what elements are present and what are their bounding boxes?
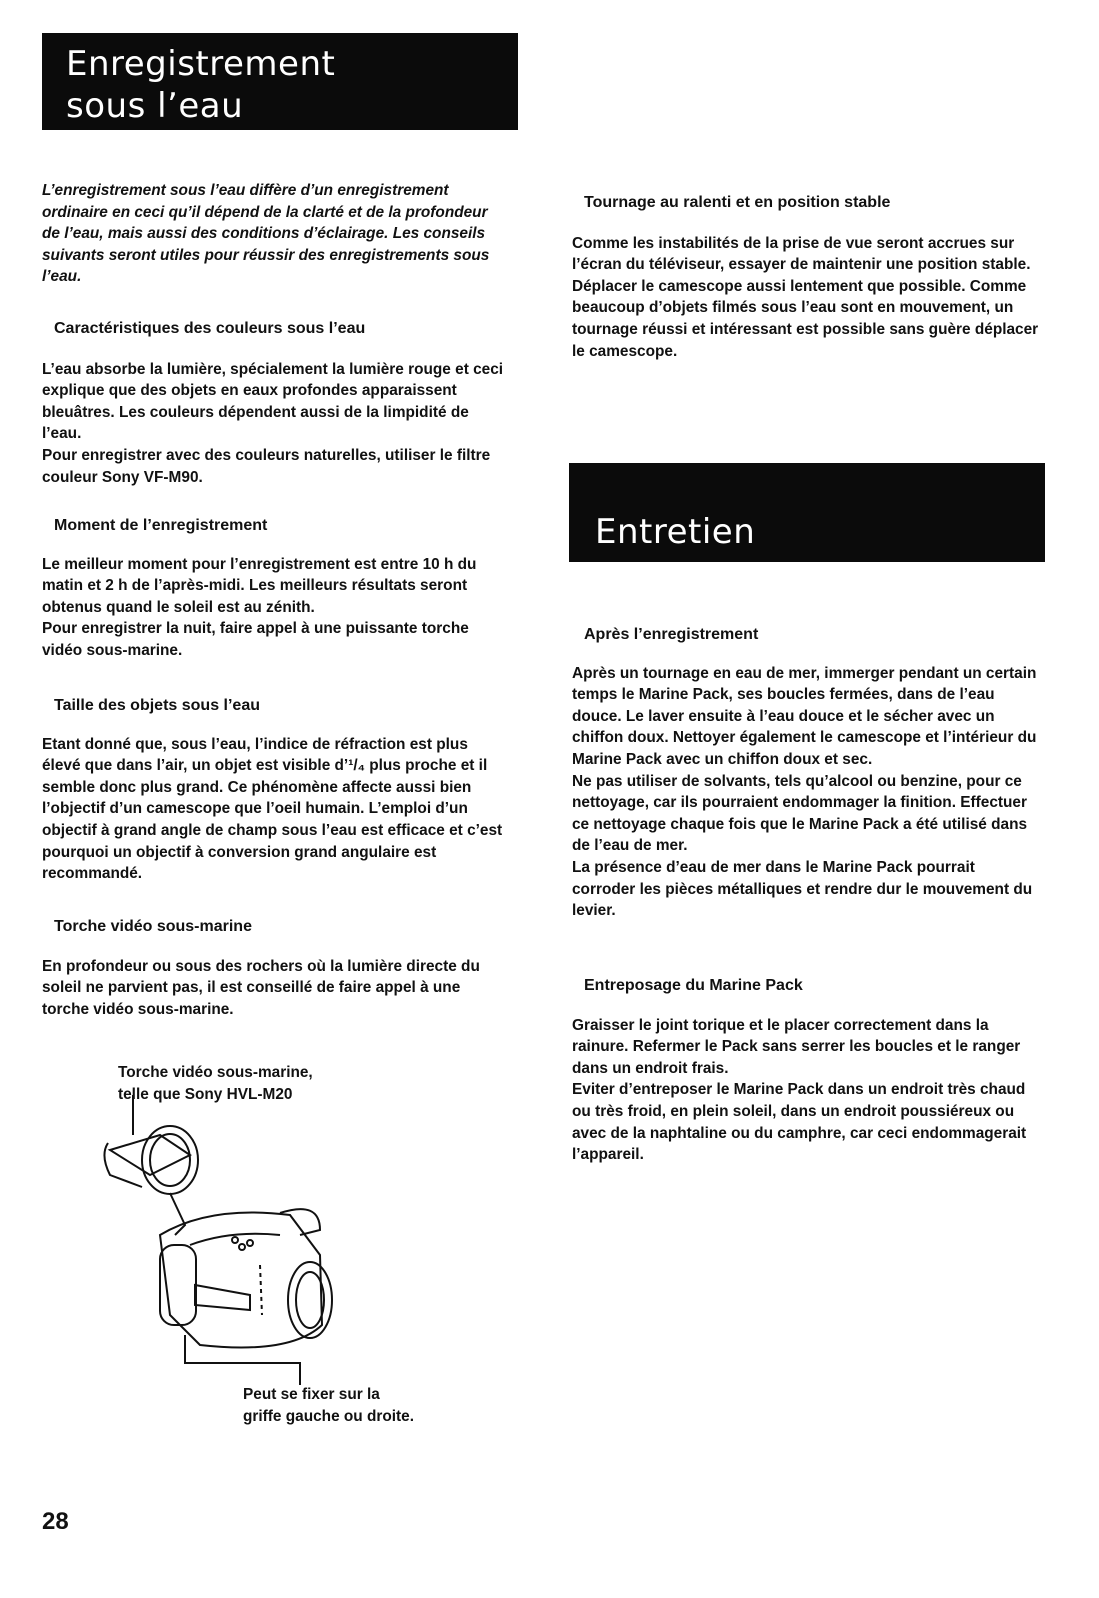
caption-line: griffe gauche ou droite. — [243, 1407, 415, 1425]
paragraph: Le meilleur moment pour l’enregistrement est entre 10 h du matin et 2 h de l’après-midi. Les meilleurs résultats seront obtenus quand le soleil est au zénith. — [42, 555, 477, 616]
section-title-ralenti: Tournage au ralenti et en position stable — [584, 194, 891, 211]
section-title-couleurs: Caractéristiques des couleurs sous l’eau — [54, 320, 366, 337]
section-title-moment: Moment de l’enregistrement — [54, 517, 268, 534]
page-number: 28 — [42, 1508, 69, 1535]
caption-line: Torche vidéo sous-marine, — [118, 1064, 313, 1081]
entretien-heading — [569, 463, 1045, 562]
paragraph: Ne pas utiliser de solvants, tels qu’alcool ou benzine, pour ce nettoyage, car ils pourraient endommager la finition. Effectuer ce nettoyage chaque fois que le Marine Pack a été utilisé dans de l’eau de mer. — [572, 772, 1028, 855]
section-torche — [42, 916, 508, 1020]
illustration-caption-bottom — [243, 1384, 414, 1427]
paragraph: L’eau absorbe la lumière, spécialement la lumière rouge et ceci explique que des objets en eaux profondes apparaissent bleuâtres. Les couleurs dépendent aussi de la limpidité de l’eau. — [42, 360, 504, 443]
paragraph: Pour enregistrer la nuit, faire appel à une puissante torche vidéo sous-marine. — [42, 620, 469, 659]
section-title-apres: Après l’enregistrement — [584, 626, 759, 643]
section-title-entreposage: Entreposage du Marine Pack — [584, 977, 803, 994]
paragraph: En profondeur ou sous des rochers où la lumière directe du soleil ne parvient pas, il est conseillé de faire appel à une torche vidéo sous-marine. — [42, 957, 480, 1018]
section-moment — [42, 515, 508, 662]
paragraph: Etant donné que, sous l’eau, l’indice de réfraction est plus élevé que dans l’air, un objet est visible d’¹/₄ plus proche et il semble donc plus grand. Ce phénomène affecte aussi bien l’objectif d’un camescope que l’oeil humain. L’emploi d’un objectif à grand angle de champ sous l’eau est efficace et c’est pourquoi un objectif à conversion grand angulaire est recommandé. — [42, 735, 503, 883]
paragraph: Pour enregistrer avec des couleurs naturelles, utiliser le filtre couleur Sony VF-M90. — [42, 446, 491, 486]
paragraph: Après un tournage en eau de mer, immerger pendant un certain temps le Marine Pack, ses boucles fermées, dans de l’eau douce. Le laver ensuite à l’eau douce et le sécher avec un chiffon doux. Nettoyer également le camescope et l’intérieur du Marine Pack avec un chiffon doux et sec. — [572, 664, 1037, 768]
entretien-heading-text: Entretien — [595, 512, 756, 552]
caption-line: telle que Sony HVL-M20 — [118, 1085, 293, 1103]
page-title — [42, 33, 518, 130]
section-title-torche: Torche vidéo sous-marine — [54, 918, 252, 935]
paragraph: Comme les instabilités de la prise de vue seront accrues sur l’écran du téléviseur, essayer de maintenir une position stable. Déplacer le camescope aussi lentement que possible. Comme beaucoup d’objets filmés sous l’eau sont en mouvement, un tournage réussi et intéressant est possible sans guère déplacer le camescope. — [572, 234, 1039, 360]
paragraph: Eviter d’entreposer le Marine Pack dans un endroit très chaud ou très froid, en plein soleil, dans un endroit poussiéreux ou avec de la naphtaline ou du camphre, car ceci endommagerait l’appareil. — [572, 1081, 1027, 1164]
caption-line: Peut se fixer sur la — [243, 1386, 380, 1403]
paragraph: La présence d’eau de mer dans le Marine Pack pourrait corroder les pièces métalliques et rendre dur le mouvement du levier. — [572, 858, 1033, 920]
paragraph: Graisser le joint torique et le placer correctement dans la rainure. Refermer le Pack sans serrer les boucles et le ranger dans un endroit frais. — [572, 1016, 1021, 1077]
intro-paragraph: L’enregistrement sous l’eau diffère d’un enregistrement ordinaire en ceci qu’il dépend de la clarté et de la profondeur de l’eau, mais aussi des conditions d’éclairage. Les conseils suivants seront utiles pour réussir des enregistrements sous l’eau. — [42, 182, 490, 286]
camcorder-marine-pack-illustration — [90, 1095, 350, 1395]
section-couleurs — [42, 318, 508, 488]
left-column — [42, 180, 508, 288]
section-title-taille: Taille des objets sous l’eau — [54, 697, 260, 714]
page-title-line1: Enregistrement — [66, 44, 336, 84]
section-entreposage — [572, 975, 1042, 1166]
section-ralenti — [572, 192, 1042, 362]
page-title-line2: sous l’eau — [66, 86, 244, 126]
section-apres — [572, 624, 1042, 922]
section-taille — [42, 695, 508, 885]
